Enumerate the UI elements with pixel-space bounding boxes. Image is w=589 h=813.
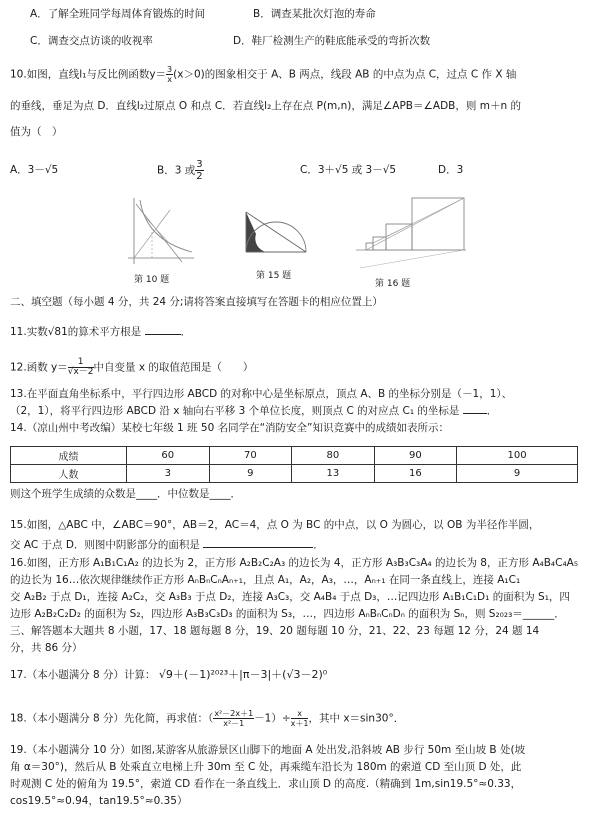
- q15-answer-blank: [203, 537, 313, 548]
- section-3-heading-1: 三、解答题本大题共 8 小题，17、18 题每题 8 分，19、20 题每题 10 分，21、22、23 每题 12 分，24 题 14: [10, 625, 540, 637]
- q16-line-1: 16.如图，正方形 A₁B₁C₁A₂ 的边长为 2，正方形 A₂B₂C₂A₃ 的边长为 4，正方形 A₃B₃C₃A₄ 的边长为 8，正方形 A₄B₄C₄A₅: [10, 557, 579, 569]
- q13-text-b: （2，1），将平行四边形 ABCD 沿 x 轴向右平移 3 个单位长度，则顶点 C 的对应点 C₁ 的坐标是: [10, 405, 460, 417]
- q12-fraction: [68, 358, 94, 377]
- fig16-square-2: [373, 237, 386, 250]
- q19-line-1: 19.（本小题满分 10 分）如图,某游客从旅游景区山脚下的地面 A 处出发,沿斜坡 AB 步行 50m 至山坡 B 处(坡: [10, 744, 526, 756]
- q18-fraction-1: [213, 709, 254, 728]
- q19-line-4: cos19.5°≈0.94，tan19.5°≈0.35）: [10, 795, 188, 807]
- q11-answer-blank: [145, 324, 181, 335]
- figure-16: [352, 194, 468, 272]
- fig16-diagonal: [366, 198, 464, 250]
- figure-15: [240, 204, 310, 260]
- q13-line-2: （2，1），将平行四边形 ABCD 沿 x 轴向右平移 3 个单位长度，则顶点 C 的对应点 C₁ 的坐标是 ．: [10, 405, 498, 417]
- fig15-shaded-region: [246, 212, 266, 252]
- q10-option-b-den: 2: [196, 171, 203, 182]
- q10-line-3: 值为（ ）: [10, 126, 63, 138]
- fig10-line-l1: [136, 204, 182, 262]
- table-cell: 9: [209, 465, 292, 483]
- q10-option-d: D．3: [438, 164, 464, 176]
- table-cell: 100: [457, 447, 578, 465]
- q17-text: 17.（本小题满分 8 分）计算：: [10, 669, 156, 681]
- q10-frac-num: 3: [167, 65, 173, 74]
- table-cell: 16: [374, 465, 457, 483]
- q10-text-b: (x＞0)的图象相交于 A、B 两点，线段 AB 的中点为点 C，过点 C 作 X 轴: [173, 68, 517, 81]
- q18-text-a: 18.（本小题满分 8 分）先化简，再求值：（: [10, 712, 214, 725]
- score-table: [10, 446, 578, 483]
- section-3-heading-2: 分，共 86 分）: [10, 642, 83, 654]
- q17-expression: √9＋(－1)²⁰²³＋|π－3|＋(√3－2)⁰: [158, 668, 328, 681]
- fig16-ground-line: [360, 250, 464, 268]
- q13-answer-blank: [463, 403, 487, 414]
- q9-option-c: C．调查交点访谈的收视率: [30, 35, 153, 47]
- q18-frac1-den: x²－1: [223, 719, 245, 728]
- fig16-connector-2: [386, 198, 464, 237]
- q13-line-1: 13.在平面直角坐标系中，平行四边形 ABCD 的对称中心是坐标原点，顶点 A、B 的坐标分别是（－1，1）、: [10, 388, 513, 400]
- q15-text-b: 交 AC 于点 D．则图中阴影部分的面积是: [10, 539, 200, 551]
- q15-line-1: 15.如图，△ABC 中，∠ABC＝90°，AB＝2，AC＝4，点 O 为 BC 的中点，以 O 为圆心，以 OB 为半径作半圆，: [10, 519, 540, 531]
- section-2-heading: 二、填空题（每小题 4 分，共 24 分;请将答案直接填写在答题卡的相应位置上）: [10, 296, 383, 308]
- q18-fraction-2: [291, 709, 309, 728]
- q9-option-b: B．调查某批次灯泡的寿命: [253, 8, 376, 20]
- table-cell: 60: [127, 447, 210, 465]
- q10-line-1: [10, 65, 516, 84]
- table-row: [11, 447, 578, 465]
- figure-10-caption: 第 10 题: [134, 275, 170, 285]
- q11: 11.实数√81的算术平方根是 ．: [10, 326, 192, 338]
- table-cell: 9: [457, 465, 578, 483]
- q10-option-b-frac: [195, 159, 203, 182]
- q12-frac-den: √x－2: [67, 367, 94, 377]
- q18-text-b: －1）÷: [254, 712, 291, 725]
- q18-frac2-num: x: [291, 709, 309, 719]
- q16-line-4: 边形 A₂B₂C₂D₂ 的面积为 S₂，四边形 A₃B₃C₃D₃ 的面积为 S₃，…，四边形 AₙBₙCₙDₙ 的面积为 Sₙ，则 S₂₀₂₃＝______．: [10, 608, 565, 620]
- fig16-square-4: [412, 198, 464, 250]
- q12: [10, 358, 253, 377]
- q15-line-2: 交 AC 于点 D．则图中阴影部分的面积是 ．: [10, 539, 324, 551]
- figure-10: [122, 196, 198, 266]
- table-cell: 3: [127, 465, 210, 483]
- figure-15-caption: 第 15 题: [256, 271, 292, 281]
- fig10-curve: [140, 200, 192, 252]
- q10-option-b-num: 3: [196, 159, 203, 170]
- q10-option-b: [157, 159, 204, 182]
- q16-line-2: 的边长为 16…依次规律继续作正方形 AₙBₙCₙAₙ₊₁，且点 A₁，A₂，A₃，…，Aₙ₊₁ 在同一条直线上，连接 A₁C₁: [10, 574, 521, 586]
- table-cell: 90: [374, 447, 457, 465]
- q19-line-3: 时观测 C 处的俯角为 19.5°，索道 CD 看作在一条直线上．求山顶 D 的高度.（精确到 1m,sin19.5°≈0.33，: [10, 778, 522, 790]
- q10-text-a: 10.如图，直线l₁与反比例函数y＝: [10, 68, 167, 81]
- table-row: [11, 465, 578, 483]
- q17: [10, 668, 327, 682]
- q9-option-d: D．鞋厂检测生产的鞋底能承受的弯折次数: [233, 35, 431, 47]
- table-cell: 70: [209, 447, 292, 465]
- q9-option-a: A．了解全班同学每周体育锻炼的时间: [30, 8, 206, 20]
- q10-frac-den: x: [167, 75, 172, 84]
- q10-option-b-text: B．3 或: [157, 164, 196, 177]
- figure-16-caption: 第 16 题: [375, 279, 411, 289]
- table-cell: 成绩: [11, 447, 127, 465]
- q12-text-b: 中自变量 x 的取值范围是（ ）: [93, 361, 254, 374]
- q19-line-2: 角 α＝30°)，然后从 B 处乘直立电梯上升 30m 至 C 处，再乘缆车沿长为 180m 的索道 CD 至山顶 D 处，此: [10, 761, 522, 773]
- q10-option-c: C．3＋√5 或 3－√5: [300, 164, 397, 176]
- table-cell: 13: [292, 465, 375, 483]
- q18-frac2-den: x＋1: [290, 719, 309, 728]
- q12-text-a: 12.函数 y＝: [10, 361, 68, 374]
- q18-frac1-num: x²－2x＋1: [214, 709, 254, 718]
- q18-text-c: ，其中 x＝sin30°．: [308, 712, 405, 725]
- q14-followup: 则这个班学生成绩的众数是____．中位数是____．: [10, 488, 241, 500]
- q10-line-2: 的垂线，垂足为点 D．直线l₂过原点 O 和点 C．若直线l₂上存在点 P(m,n)，满足∠APB＝∠ADB，则 m＋n 的: [10, 100, 521, 112]
- q10-option-a: A．3－√5: [10, 164, 59, 176]
- q12-frac-num: 1: [68, 358, 94, 368]
- table-cell: 80: [292, 447, 375, 465]
- q14-line: 14.（凉山州中考改编）某校七年级 1 班 50 名同学在“消防安全”知识竞赛中的成绩如表所示：: [10, 422, 449, 434]
- q11-text: 11.实数√81的算术平方根是: [10, 326, 142, 338]
- q18: [10, 709, 404, 728]
- table-cell: 人数: [11, 465, 127, 483]
- q16-line-3: 交 A₂B₂ 于点 D₁，连接 A₂C₂，交 A₃B₃ 于点 D₂，连接 A₃C₃，交 A₄B₄ 于点 D₃，…记四边形 A₁B₁C₁D₁ 的面积为 S₁，四: [10, 591, 570, 603]
